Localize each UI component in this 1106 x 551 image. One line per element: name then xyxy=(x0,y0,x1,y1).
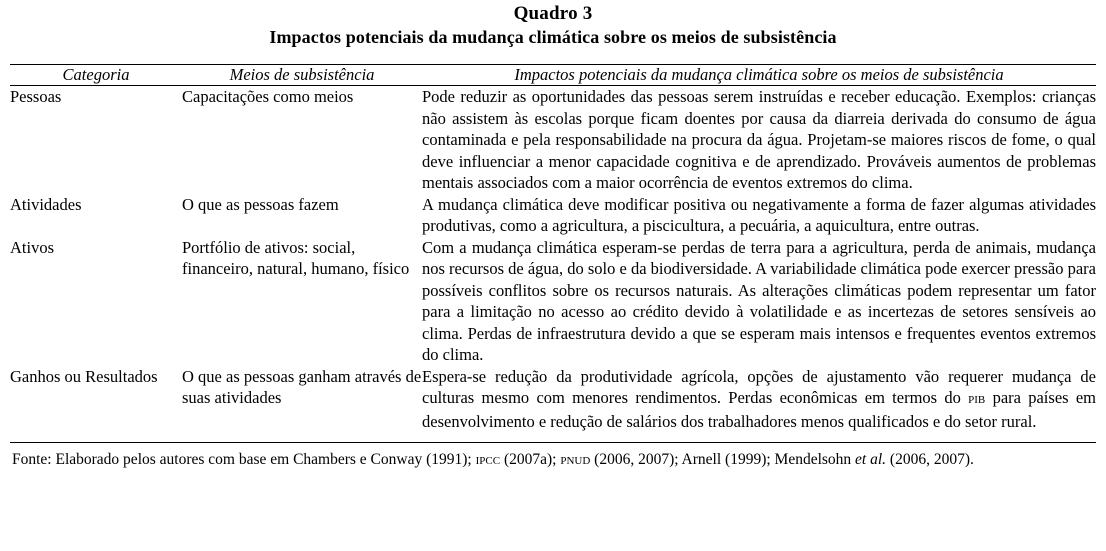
source-abbr-ipcc: ipcc xyxy=(475,452,501,468)
cell-categoria: Ganhos ou Resultados xyxy=(10,366,182,443)
source-prefix: Fonte: Elaborado pelos autores com base em Chambers e Conway (1991); xyxy=(12,451,476,468)
cell-impactos: A mudança climática deve modificar positiva ou negativamente a forma de fazer algumas atividades produtivas, como a agricultura, a piscicultura, a pecuária, a aquicultura, entre outras. xyxy=(422,194,1096,235)
table-row xyxy=(10,86,1096,194)
column-header-impactos: Impactos potenciais da mudança climática sobre os meios de subsistência xyxy=(422,65,1096,86)
impactos-text-part2: para países em desenvolvimento e redução de salários dos trabalhadores menos qualificados e do setor rural. xyxy=(422,388,1097,431)
column-header-meios: Meios de subsistência xyxy=(182,65,422,86)
title-block xyxy=(10,0,1096,49)
table-row xyxy=(10,366,1096,443)
cell-meios: O que as pessoas fazem xyxy=(182,194,339,214)
column-header-categoria: Categoria xyxy=(10,65,182,86)
impactos-text-part1: Espera-se redução da produtividade agrícola, opções de ajustamento vão requerer mudança de culturas mesmo com menores rendimentos. Perdas econômicas em termos do xyxy=(422,366,1096,407)
cell-categoria: Atividades xyxy=(10,194,82,214)
table-title: Impactos potenciais da mudança climática sobre os meios de subsistência xyxy=(269,27,837,47)
source-abbr-pnud: pnud xyxy=(560,452,591,468)
source-mid2: (2006, 2007); Arnell (1999); Mendelsohn xyxy=(590,451,856,468)
cell-categoria: Pessoas xyxy=(10,87,62,106)
table-source-note xyxy=(10,443,1096,470)
table-header xyxy=(10,65,1096,86)
cell-impactos: Com a mudança climática esperam-se perdas de terra para a agricultura, perda de animais, mudança nos recursos de água, do solo e da biodiversidade. A variabilidade climática pode exercer pressão para possíveis conflitos sobre os recursos naturais. As alterações climáticas podem representar um fator para a limitação no acesso ao crédito devido à volatilidade e as incertezas de setores sensíveis ao clima. Perdas de infraestrutura devido a que se esperam mais intensos e frequentes eventos extremos do clima. xyxy=(422,237,1096,364)
cell-meios: Capacitações como meios xyxy=(182,87,354,106)
cell-categoria: Ativos xyxy=(10,237,55,257)
cell-impactos xyxy=(422,366,1096,443)
impactos-abbr-pib: pib xyxy=(968,391,986,407)
cell-meios: O que as pessoas ganham através de suas atividades xyxy=(182,366,422,443)
impacts-table xyxy=(10,64,1096,443)
cell-meios: Portfólio de ativos: social, financeiro, natural, humano, físico xyxy=(182,237,410,278)
table-body xyxy=(10,86,1096,443)
source-mid1: (2007a); xyxy=(500,451,561,468)
source-suffix: (2006, 2007). xyxy=(886,451,974,468)
table-header-row xyxy=(10,65,1096,86)
cell-impactos: Pode reduzir as oportunidades das pessoas serem instruídas e receber educação. Exemplos: crianças não assistem às escolas porque ficam doentes por causa da diarreia derivada do consumo de água contaminada e pela responsabilidade na procura da água. Projetam-se maiores riscos de fome, o qual deve influenciar a menor capacidade cognitiva e de aprendizado. Prováveis aumentos de problemas mentais associados com a maior ocorrência de eventos extremos do clima. xyxy=(422,87,1096,192)
source-etal: et al. xyxy=(855,451,887,468)
table-row xyxy=(10,194,1096,237)
table-number-label: Quadro 3 xyxy=(513,3,593,24)
table-row xyxy=(10,237,1096,366)
